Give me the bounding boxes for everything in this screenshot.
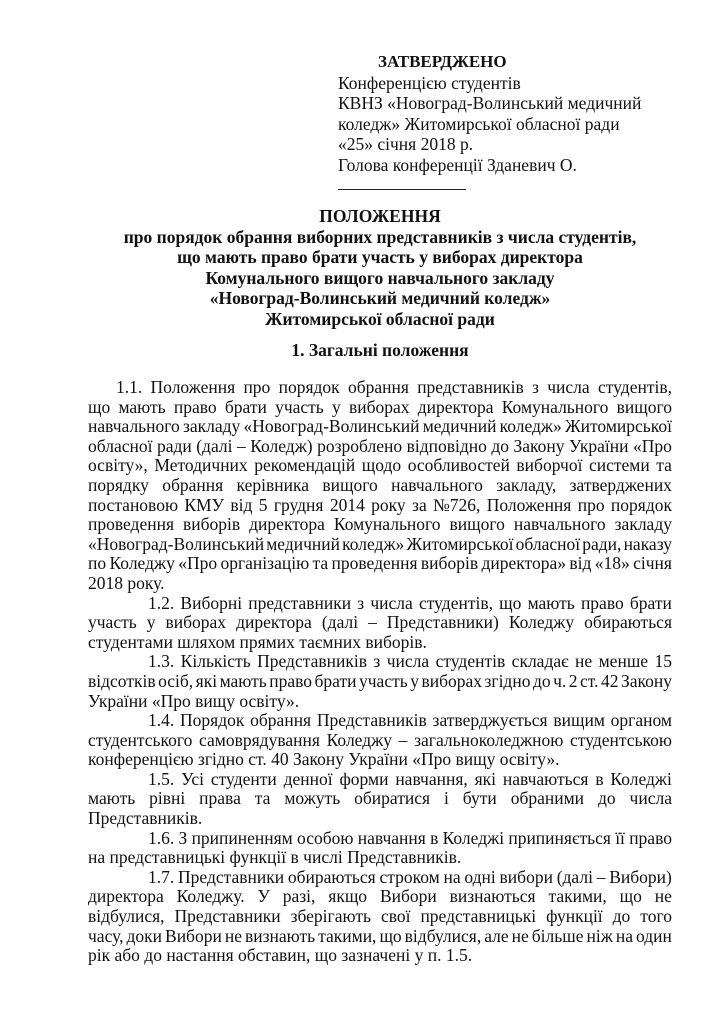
paragraph-line: Представників. xyxy=(88,808,203,829)
paragraph-line: освіту», Методичних рекомендацій щодо особливостей виборчої системи та xyxy=(88,455,672,476)
paragraph-1-5 xyxy=(88,770,672,829)
paragraph-line: директора Коледжу. У разі, якщо Вибори визнаються такими, що не xyxy=(88,886,672,907)
paragraph-line: постановою КМУ від 5 грудня 2014 року за №726, Положення про порядок xyxy=(88,494,672,515)
paragraph-line: відбулися, Представники зберігають свої представницькі функції до того xyxy=(88,906,672,927)
paragraph-line: конференцією згідно ст. 40 Закону України «Про вищу освіту». xyxy=(88,749,560,770)
approval-line: «25» січня 2018 р. xyxy=(338,134,474,154)
section-heading: 1. Загальні положення xyxy=(291,340,469,360)
approval-block xyxy=(338,52,641,190)
title-line: Житомирської обласної ради xyxy=(265,308,495,329)
paragraph-line: 1.5. Усі студенти денної форми навчання, які навчаються в Коледжі xyxy=(148,768,672,789)
approval-line: коледж» Житомирської обласної ради xyxy=(338,113,620,134)
paragraph-line: 2018 року. xyxy=(88,572,165,593)
approval-line: Конференцією студентів xyxy=(338,72,521,93)
paragraph-line: 1.7. Представники обираються строком на одні вибори (далі – Вибори) xyxy=(148,866,672,887)
title-line: що мають право брати участь у виборах директора xyxy=(177,247,583,267)
paragraph-line: 1.4. Порядок обрання Представників затверджується вищим органом xyxy=(148,710,672,731)
paragraph-1-6 xyxy=(88,829,672,868)
title-line: Комунального вищого навчального закладу xyxy=(205,267,555,288)
paragraph-line: 1.1. Положення про порядок обрання представників з числа студентів, xyxy=(116,377,672,397)
signature-line xyxy=(338,175,466,190)
paragraph-1-7 xyxy=(88,868,672,966)
title-heading: ПОЛОЖЕННЯ xyxy=(319,206,441,226)
paragraph-1-4 xyxy=(88,711,672,770)
paragraph-line: відсотків осіб, які мають право брати участь у виборах згідно до ч. 2 ст. 42 Закону xyxy=(88,670,672,691)
paragraph-line: навчального закладу «Новоград-Волинський медичний коледж» Житомирської xyxy=(88,416,672,437)
paragraph-line: що мають право брати участь у виборах директора Комунального вищого xyxy=(88,396,672,417)
title-line: «Новоград-Волинський медичний коледж» xyxy=(209,288,551,308)
paragraph-line: 1.3. Кількість Представників з числа студентів складає не менше 15 xyxy=(148,651,672,672)
paragraph-1-2 xyxy=(88,594,672,653)
paragraph-line: «Новоград-Волинський медичний коледж» Житомирської обласної ради, наказу xyxy=(88,533,672,554)
paragraph-line: порядку обрання керівника вищого навчального закладу, затверджених xyxy=(88,474,672,495)
paragraph-line: обласної ради (далі – Коледж) розроблено відповідно до Закону України «Про xyxy=(88,435,672,456)
paragraph-line: часу, доки Вибори не визнають такими, що відбулися, але не більше ніж на один xyxy=(88,925,672,946)
paragraph-line: студентського самоврядування Коледжу – загальноколеджною студентською xyxy=(88,729,672,750)
paragraph-1-3 xyxy=(88,652,672,711)
paragraph-1-1 xyxy=(88,378,672,594)
paragraph-line: участь у виборах директора (далі – Представники) Коледжу обираються xyxy=(88,612,672,633)
title-line: про порядок обрання виборних представників з числа студентів, xyxy=(123,226,637,247)
approval-heading: ЗАТВЕРДЖЕНО xyxy=(378,52,507,71)
paragraph-line: України «Про вищу освіту». xyxy=(88,690,300,711)
paragraph-line: по Коледжу «Про організацію та проведення виборів директора» від «18» січня xyxy=(88,553,672,574)
paragraph-line: проведення виборів директора Комунального вищого навчального закладу xyxy=(88,514,672,535)
paragraph-line: на представницькі функції в числі Представників. xyxy=(88,847,462,868)
approval-line: Голова конференції Зданевич О. xyxy=(338,154,577,175)
paragraph-line: студентами шляхом прямих таємних виборів. xyxy=(88,631,427,652)
document-title xyxy=(88,206,672,329)
approval-line: КВНЗ «Новоград-Волинський медичний xyxy=(338,93,642,113)
paragraph-line: 1.6. З припиненням особою навчання в Коледжі припиняється її право xyxy=(148,827,672,848)
paragraph-line: 1.2. Виборні представники з числа студентів, що мають право брати xyxy=(148,592,672,613)
document-body xyxy=(88,378,672,966)
paragraph-line: мають рівні права та можуть обиратися і бути обраними до числа xyxy=(88,788,672,809)
paragraph-line: рік або до настання обставин, що зазначені у п. 1.5. xyxy=(88,945,473,966)
